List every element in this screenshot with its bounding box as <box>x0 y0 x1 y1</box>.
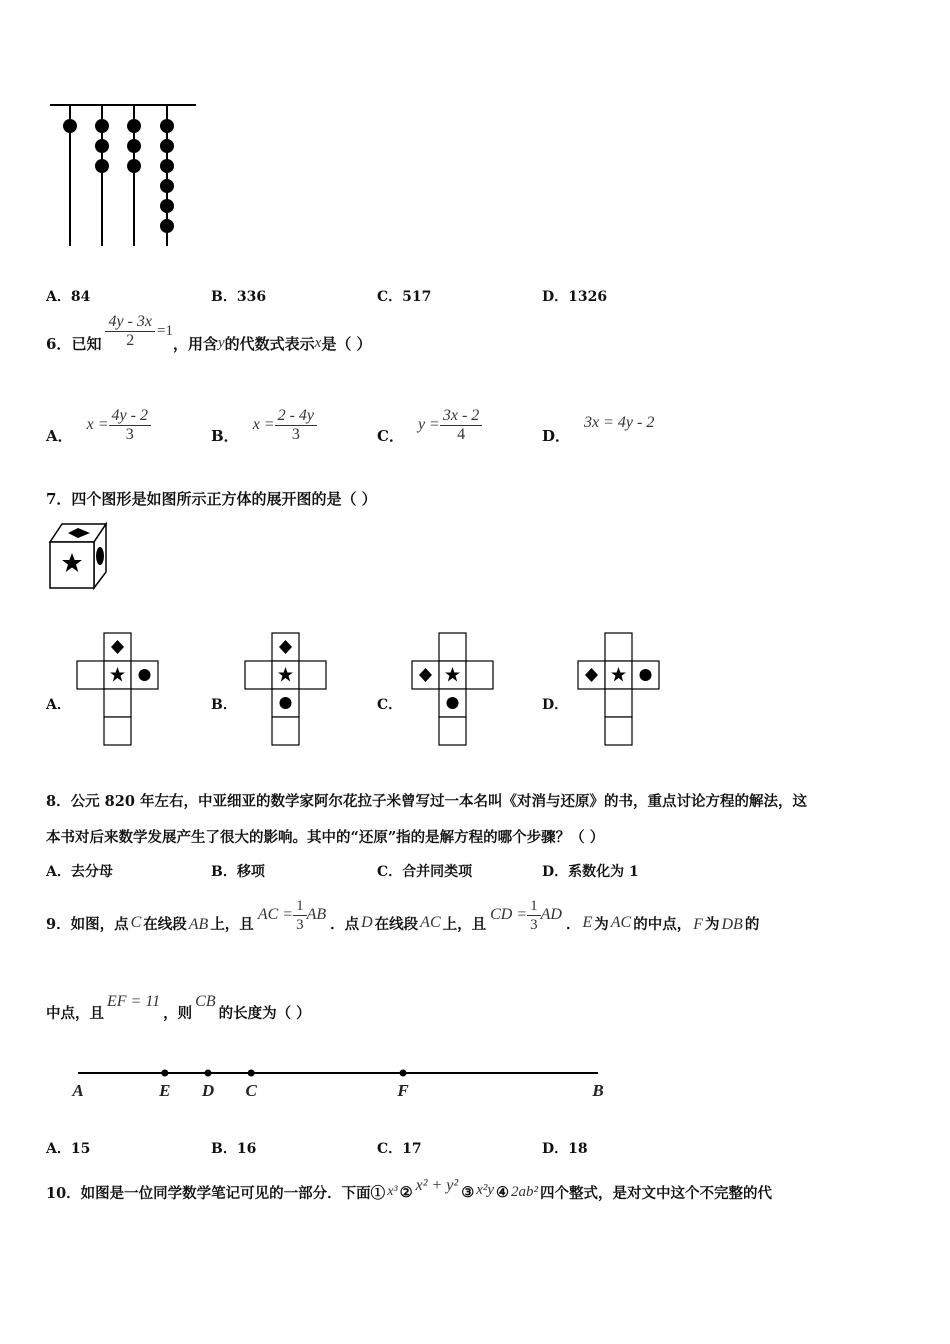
q6-premise-fraction: $\frac{4y - 3x}{2}$ <box>105 313 155 350</box>
q9-option-c[interactable]: C．17 <box>377 1141 422 1157</box>
q9-option-a[interactable]: A．15 <box>46 1141 91 1157</box>
q6-stem: 6． 已知 $\frac{4y - 3x}{2}$ =1 ，用含 y 的代数式表示 x 是（ ） <box>46 312 372 353</box>
segment-label-a: A <box>72 1081 84 1100</box>
q6-option-b[interactable]: B． x = $\frac{2 - 4y}{3}$ <box>211 403 317 447</box>
cube-figure <box>46 520 110 592</box>
segment-point-d <box>205 1070 212 1077</box>
q7-net-d[interactable] <box>576 632 662 746</box>
q8-stem-line1: 8．公元 820 年左右，中亚细亚的数学家阿尔花拉子米曾写过一本名叫《对消与还原》的书，重点讨论方程的解法，这 <box>46 793 807 810</box>
segment-label-f: F <box>397 1081 409 1100</box>
q10-stem: 10．如图是一位同学数学笔记可见的一部分．下面① x³ ② x² + y² ③ x²y ④ 2ab² 四个整式，是对文中这个不完整的代 <box>46 1177 773 1202</box>
q9-stem-line2: 中点，且 EF = 11 ，则 CB 的长度为（ ） <box>46 993 311 1022</box>
segment-label-b: B <box>592 1081 604 1100</box>
q7-net-c[interactable] <box>410 632 496 746</box>
q6-option-c[interactable]: C． y = $\frac{3x - 2}{4}$ <box>377 403 482 447</box>
q8-option-c[interactable]: C．合并同类项 <box>377 864 473 880</box>
q8-stem-line2: 本书对后来数学发展产生了很大的影响。其中的“还原”指的是解方程的哪个步骤？（ ） <box>46 829 605 846</box>
q7-option-d-label[interactable]: D． <box>542 697 569 713</box>
q9-option-b[interactable]: B．16 <box>211 1141 257 1157</box>
q7-option-a-label[interactable]: A． <box>46 697 71 713</box>
segment-point-f <box>400 1070 407 1077</box>
segment-label-d: D <box>201 1081 215 1100</box>
q7-option-b-label[interactable]: B． <box>211 697 237 713</box>
q9-stem-line1: 9．如图，点 C 在线段 AB 上，且 AC = $\frac{1}{3}$ AB ．点 D 在线段 AC 上，且 CD = $\frac{1}{3}$ AD ． E 为 AC 的中点， F 为 DB 的 <box>46 897 760 933</box>
q7-net-b[interactable] <box>243 632 329 746</box>
q7-net-a[interactable] <box>75 632 161 746</box>
q9-option-d[interactable]: D．18 <box>542 1141 588 1157</box>
segment-figure <box>60 1060 620 1104</box>
q7-stem: 7．四个图形是如图所示正方体的展开图的是（ ） <box>46 490 377 508</box>
q8-option-a[interactable]: A．去分母 <box>46 864 113 880</box>
segment-label-e: E <box>159 1081 171 1100</box>
q5-option-c[interactable]: C．517 <box>377 289 432 305</box>
abacus-figure <box>48 98 198 250</box>
q5-option-d[interactable]: D．1326 <box>542 289 608 305</box>
segment-point-e <box>161 1070 168 1077</box>
q6-option-d[interactable]: D． 3x = 4y - 2 <box>542 414 655 445</box>
segment-point-c <box>248 1070 255 1077</box>
q8-option-b[interactable]: B．移项 <box>211 864 265 880</box>
q6-option-a[interactable]: A． x = $\frac{4y - 2}{3}$ <box>46 403 151 447</box>
q5-option-b[interactable]: B．336 <box>211 289 267 305</box>
q7-option-c-label[interactable]: C． <box>377 697 403 713</box>
q8-option-d[interactable]: D．系数化为 1 <box>542 864 639 880</box>
q5-option-a[interactable]: A．84 <box>46 289 91 305</box>
segment-label-c: C <box>245 1081 257 1100</box>
